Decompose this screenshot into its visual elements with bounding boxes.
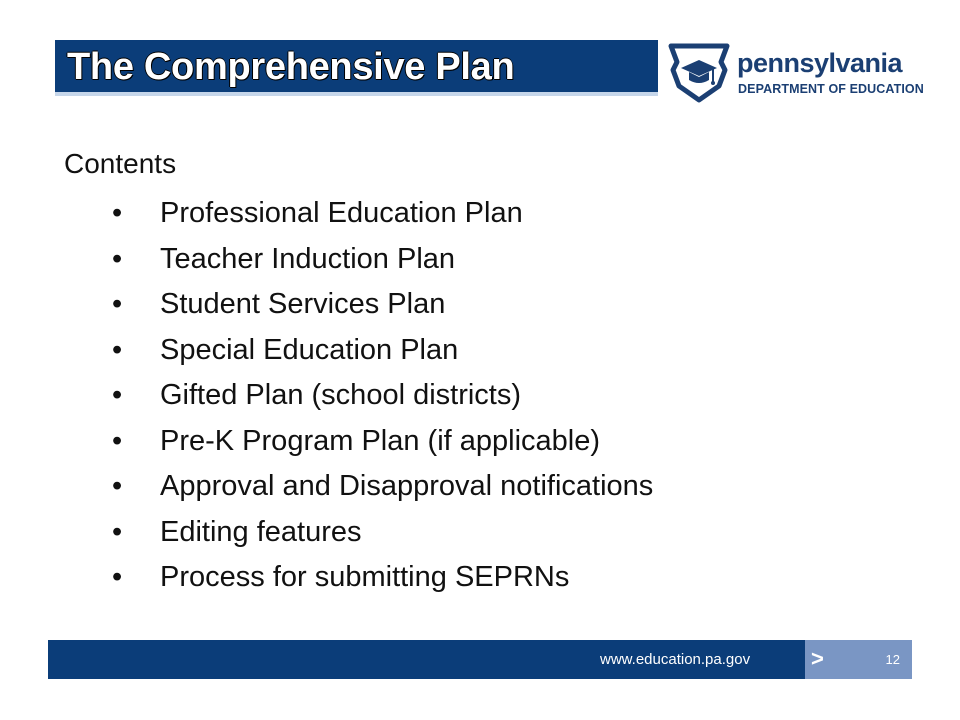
logo-wordmark: pennsylvania [737,48,903,78]
footer-bar [48,640,912,679]
bullet-icon: • [112,561,123,593]
bullet-icon: • [112,333,123,366]
list-item-label: Gifted Plan (school districts) [160,379,522,411]
pa-education-logo [667,42,922,104]
slide-title: The Comprehensive Plan [67,46,515,88]
contents-heading: Contents [64,148,177,179]
bullet-icon: • [112,515,123,548]
bullet-icon: • [112,379,123,411]
logo-subtitle: DEPARTMENT OF EDUCATION [738,82,924,96]
bullet-icon: • [112,242,123,275]
bullet-icon: • [112,197,123,229]
list-item-label: Special Education Plan [160,333,459,366]
list-item-label: Professional Education Plan [160,197,523,229]
bullet-icon: • [112,470,123,502]
list-item-label: Approval and Disapproval notifications [160,470,654,502]
list-item-label: Teacher Induction Plan [160,242,456,275]
list-item-label: Pre-K Program Plan (if applicable) [160,424,601,457]
list-item-label: Editing features [160,515,362,548]
next-arrow-icon[interactable]: > [811,646,824,671]
title-bar [55,40,658,96]
bullet-icon: • [112,288,123,320]
footer-accent-block [805,640,912,679]
keystone-graduation-cap-icon [667,42,731,104]
list-item-label: Process for submitting SEPRNs [160,561,570,593]
page-number: 12 [885,652,900,667]
bullet-icon: • [112,424,123,457]
footer-url-link[interactable]: www.education.pa.gov [600,651,751,668]
list-item-label: Student Services Plan [160,288,446,320]
